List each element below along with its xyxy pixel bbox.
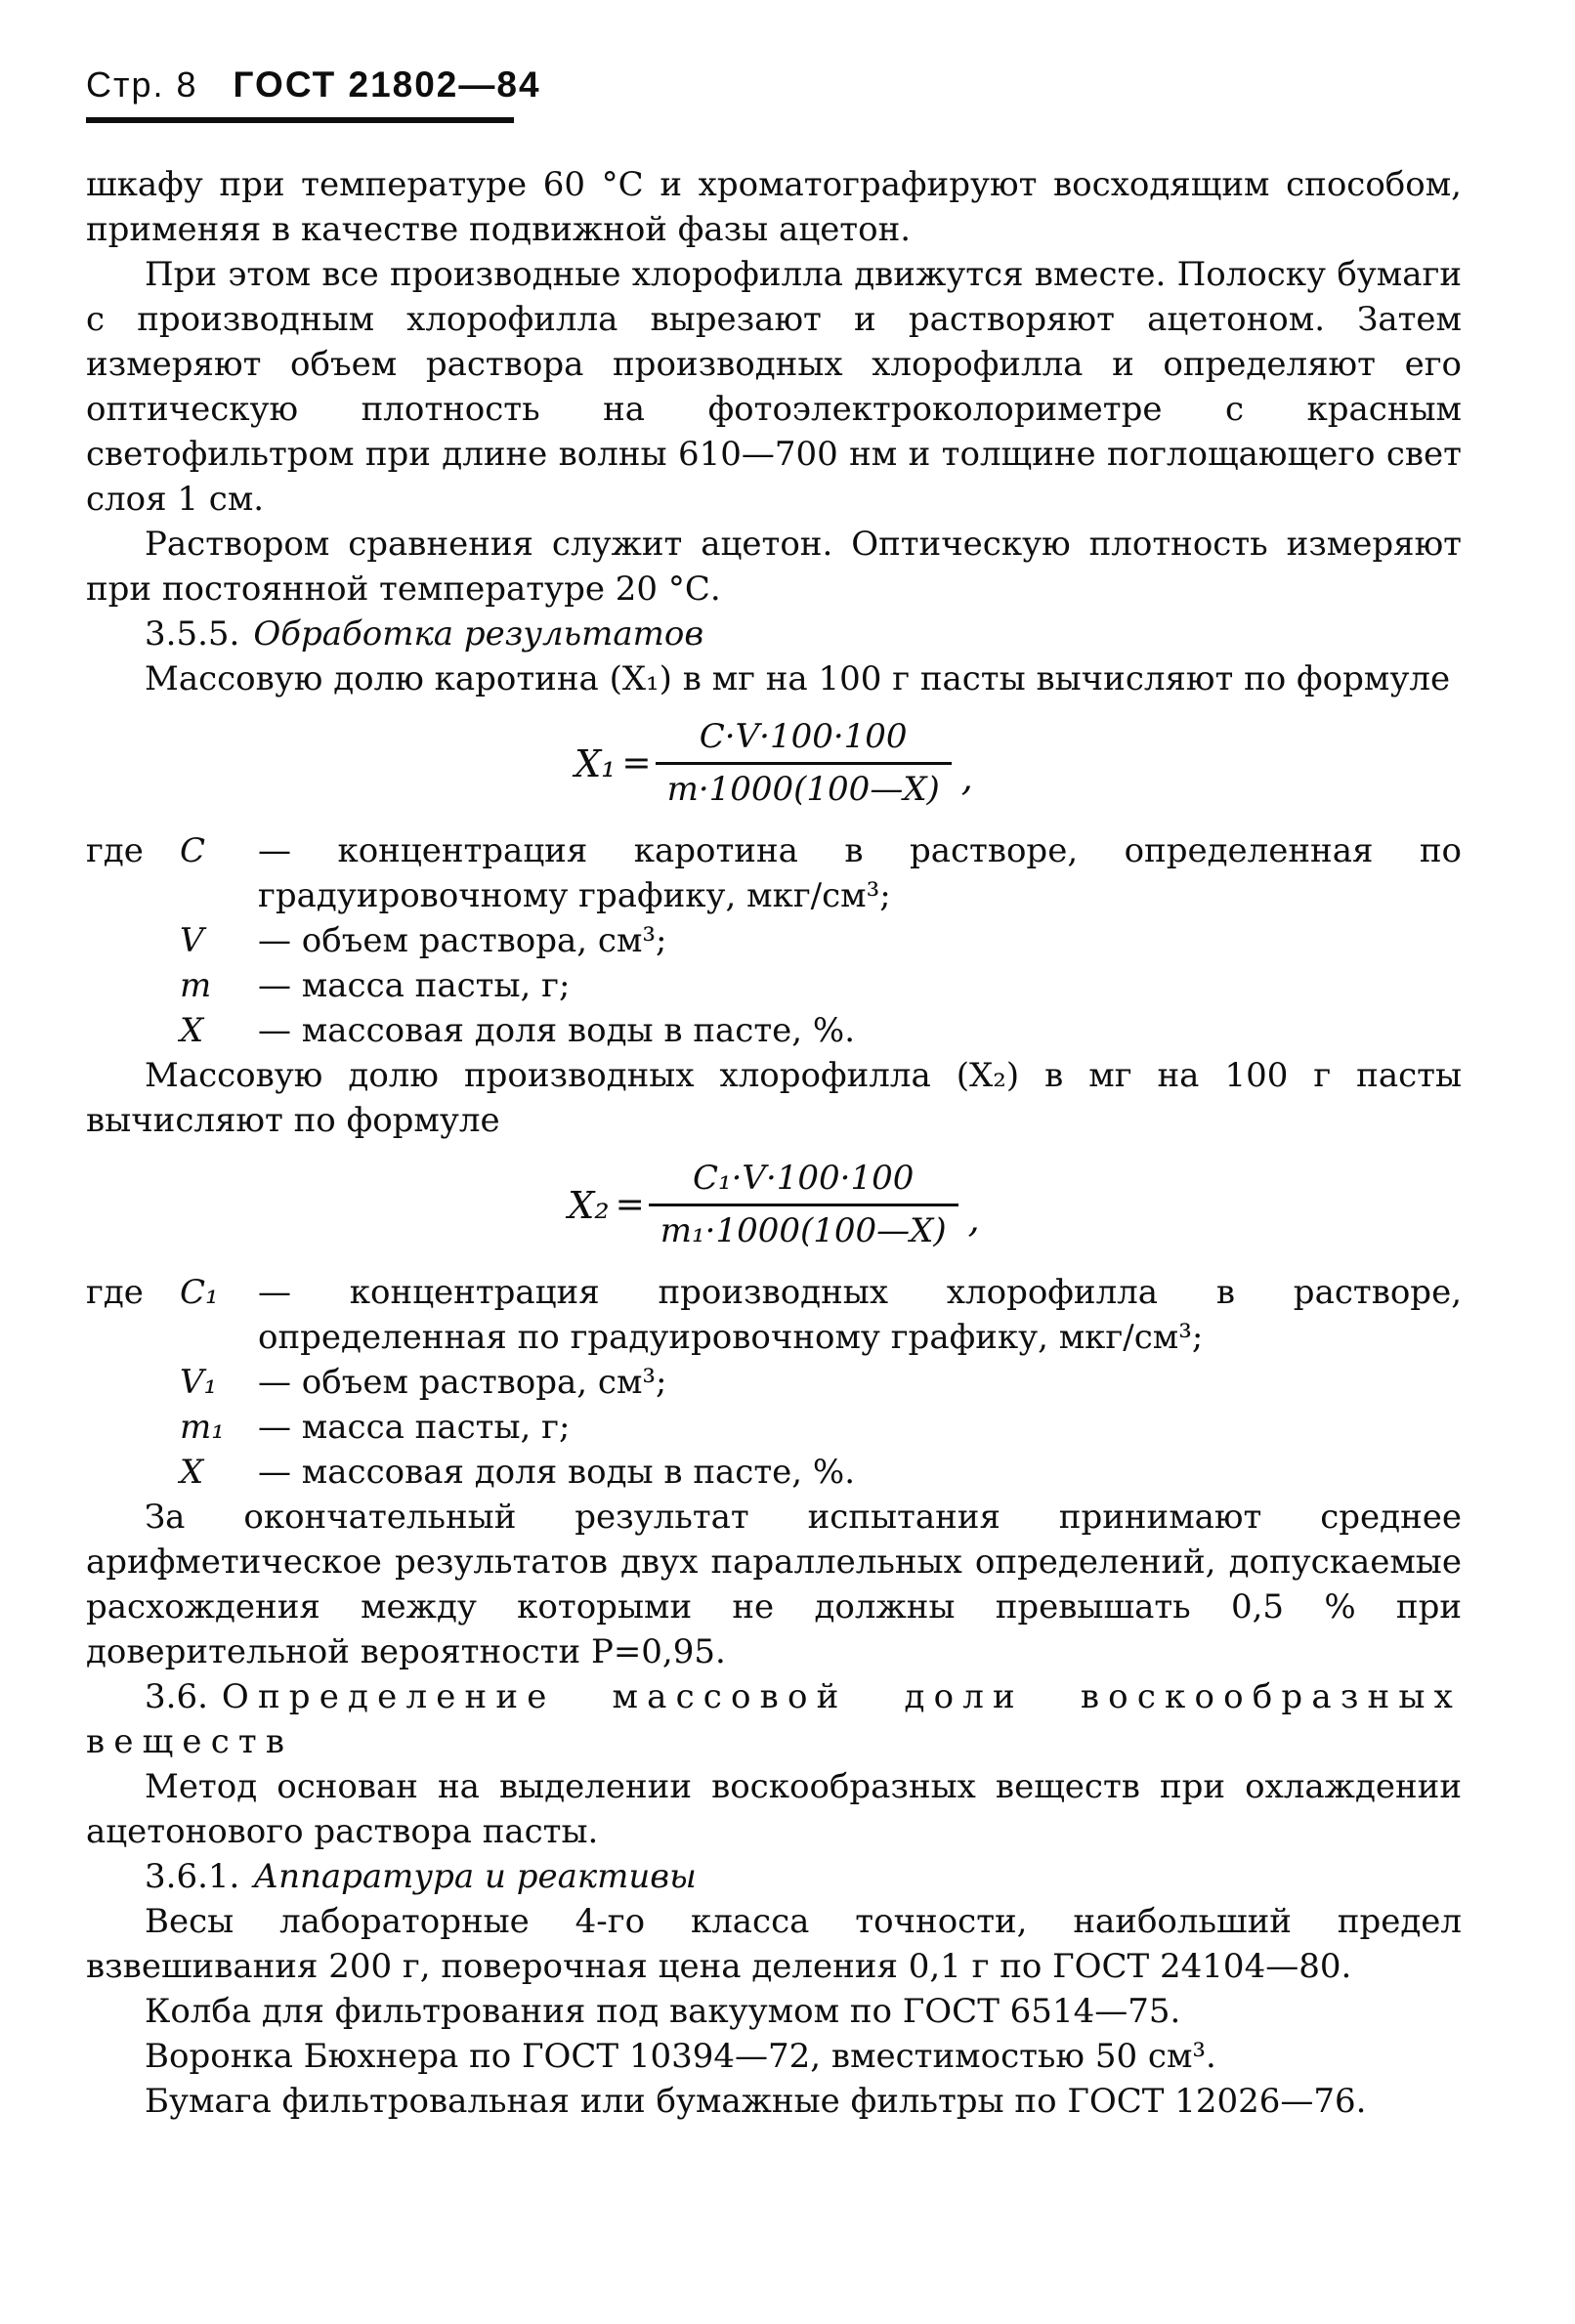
legend-definition: — массовая доля воды в пасте, %. xyxy=(258,1010,856,1050)
paragraph-final-result: За окончательный результат испытания принимают среднее арифметическое результатов двух параллельных определений, допускаемые расхождения между которыми не должны превышать 0,5 % при доверительной вероятности Р=0,95. xyxy=(86,1497,1462,1671)
formula-x2-lhs: X₂ xyxy=(568,1183,610,1227)
running-head xyxy=(86,64,1462,123)
paragraph-carotene-intro: Массовую долю каротина (X₁) в мг на 100 г пасты вычисляют по формуле xyxy=(145,659,1451,698)
formula-x2-comma: , xyxy=(967,1197,980,1241)
formula-x2 xyxy=(86,1159,1462,1252)
legend-term: m₁ xyxy=(180,1407,225,1447)
paragraph-reference-solution: Раствором сравнения служит ацетон. Оптическую плотность измеряют при постоянной температуре 20 °С. xyxy=(86,525,1462,609)
heading-3-6-number: 3.6. xyxy=(145,1676,208,1716)
legend-definition: — масса пасты, г; xyxy=(258,1407,571,1447)
legend-term: V xyxy=(180,920,204,960)
legend-definition: — объем раствора, см³; xyxy=(258,920,667,960)
legend-definition: — концентрация каротина в растворе, определенная по градуировочному графику, мкг/см³; xyxy=(258,830,1462,915)
legend-term: V₁ xyxy=(180,1362,218,1402)
heading-3-6-title: Определение массовой доли воскообразных веществ xyxy=(86,1676,1462,1761)
legend-definition: — объем раствора, см³; xyxy=(258,1362,667,1402)
heading-3-5-5 xyxy=(86,612,1462,656)
legend-lead xyxy=(86,1008,180,1053)
legend-lead: где xyxy=(86,1272,144,1312)
legend-row xyxy=(86,1405,1462,1450)
legend-term: C xyxy=(180,830,206,870)
formula-x1-fraction xyxy=(656,717,952,811)
heading-3-5-5-number: 3.5.5. xyxy=(145,614,240,654)
page-number-label: Стр. 8 xyxy=(86,64,198,105)
legend-lead xyxy=(86,1405,180,1450)
legend-term: C₁ xyxy=(180,1272,219,1312)
paragraph-continuation: шкафу при температуре 60 °С и хроматографируют восходящим способом, применяя в качестве подвижной фазы ацетон. xyxy=(86,165,1462,249)
formula-x1-lhs: X₁ xyxy=(575,741,617,785)
heading-3-6-1 xyxy=(86,1854,1462,1899)
legend-lead xyxy=(86,1450,180,1495)
paragraph-chlorophyll-intro: Массовую долю производных хлорофилла (X₂) в мг на 100 г пасты вычисляют по формуле xyxy=(86,1055,1462,1140)
legend-definition: — массовая доля воды в пасте, %. xyxy=(258,1452,856,1492)
formula-x2-fraction xyxy=(649,1159,958,1252)
heading-3-6-1-number: 3.6.1. xyxy=(145,1856,240,1896)
legend-definition: — масса пасты, г; xyxy=(258,965,571,1005)
paragraph-scales: Весы лабораторные 4-го класса точности, наибольший предел взвешивания 200 г, поверочная цена деления 0,1 г по ГОСТ 24104—80. xyxy=(86,1901,1462,1986)
formula-x2-denominator: m₁·1000(100—X) xyxy=(649,1204,958,1251)
formula-x1 xyxy=(86,717,1462,811)
formula-x1-comma: , xyxy=(960,755,973,799)
formula-x1-denominator: m·1000(100—X) xyxy=(656,762,952,810)
legend-formula-x1 xyxy=(86,828,1462,1053)
legend-row xyxy=(86,1008,1462,1053)
legend-definition: — концентрация производных хлорофилла в растворе, определенная по градуировочному графику, мкг/см³; xyxy=(258,1272,1462,1357)
heading-3-6-1-title: Аппаратура и реактивы xyxy=(253,1856,697,1896)
legend-term: m xyxy=(180,965,212,1005)
legend-lead xyxy=(86,963,180,1008)
header-rule xyxy=(86,117,514,123)
formula-x2-numerator: C₁·V·100·100 xyxy=(692,1158,915,1198)
paragraph-funnel: Воронка Бюхнера по ГОСТ 10394—72, вместимостью 50 см³. xyxy=(145,2036,1216,2076)
paragraph-method-basis: Метод основан на выделении воскообразных веществ при охлаждении ацетонового раствора пасты. xyxy=(86,1766,1462,1851)
formula-x1-numerator: C·V·100·100 xyxy=(699,717,908,756)
legend-row xyxy=(86,828,1462,918)
formula-x1-equals: = xyxy=(621,743,652,784)
legend-row xyxy=(86,1450,1462,1495)
heading-3-5-5-title: Обработка результатов xyxy=(253,614,704,654)
legend-row xyxy=(86,1360,1462,1405)
legend-lead xyxy=(86,918,180,963)
paragraph-flask: Колба для фильтрования под вакуумом по ГОСТ 6514—75. xyxy=(145,1991,1181,2031)
legend-formula-x2 xyxy=(86,1270,1462,1495)
standard-number: ГОСТ 21802—84 xyxy=(233,64,541,105)
legend-row xyxy=(86,963,1462,1008)
legend-term: X xyxy=(180,1452,204,1492)
paragraph-chromatography: При этом все производные хлорофилла движутся вместе. Полоску бумаги с производным хлорофилла вырезают и растворяют ацетоном. Затем измеряют объем раствора производных хлорофилла и определяют его оптическую плотность на фотоэлектроколориметре с красным светофильтром при длине волны 610—700 нм и толщине поглощающего свет слоя 1 см. xyxy=(86,255,1462,519)
paragraph-filter-paper: Бумага фильтровальная или бумажные фильтры по ГОСТ 12026—76. xyxy=(145,2081,1367,2121)
heading-3-6 xyxy=(86,1674,1462,1764)
legend-lead: где xyxy=(86,830,144,870)
legend-term: X xyxy=(180,1010,204,1050)
legend-row xyxy=(86,1270,1462,1360)
legend-lead xyxy=(86,1360,180,1405)
document-body xyxy=(86,162,1462,2124)
running-head-line xyxy=(86,64,1462,106)
formula-x2-equals: = xyxy=(615,1184,645,1225)
legend-row xyxy=(86,918,1462,963)
